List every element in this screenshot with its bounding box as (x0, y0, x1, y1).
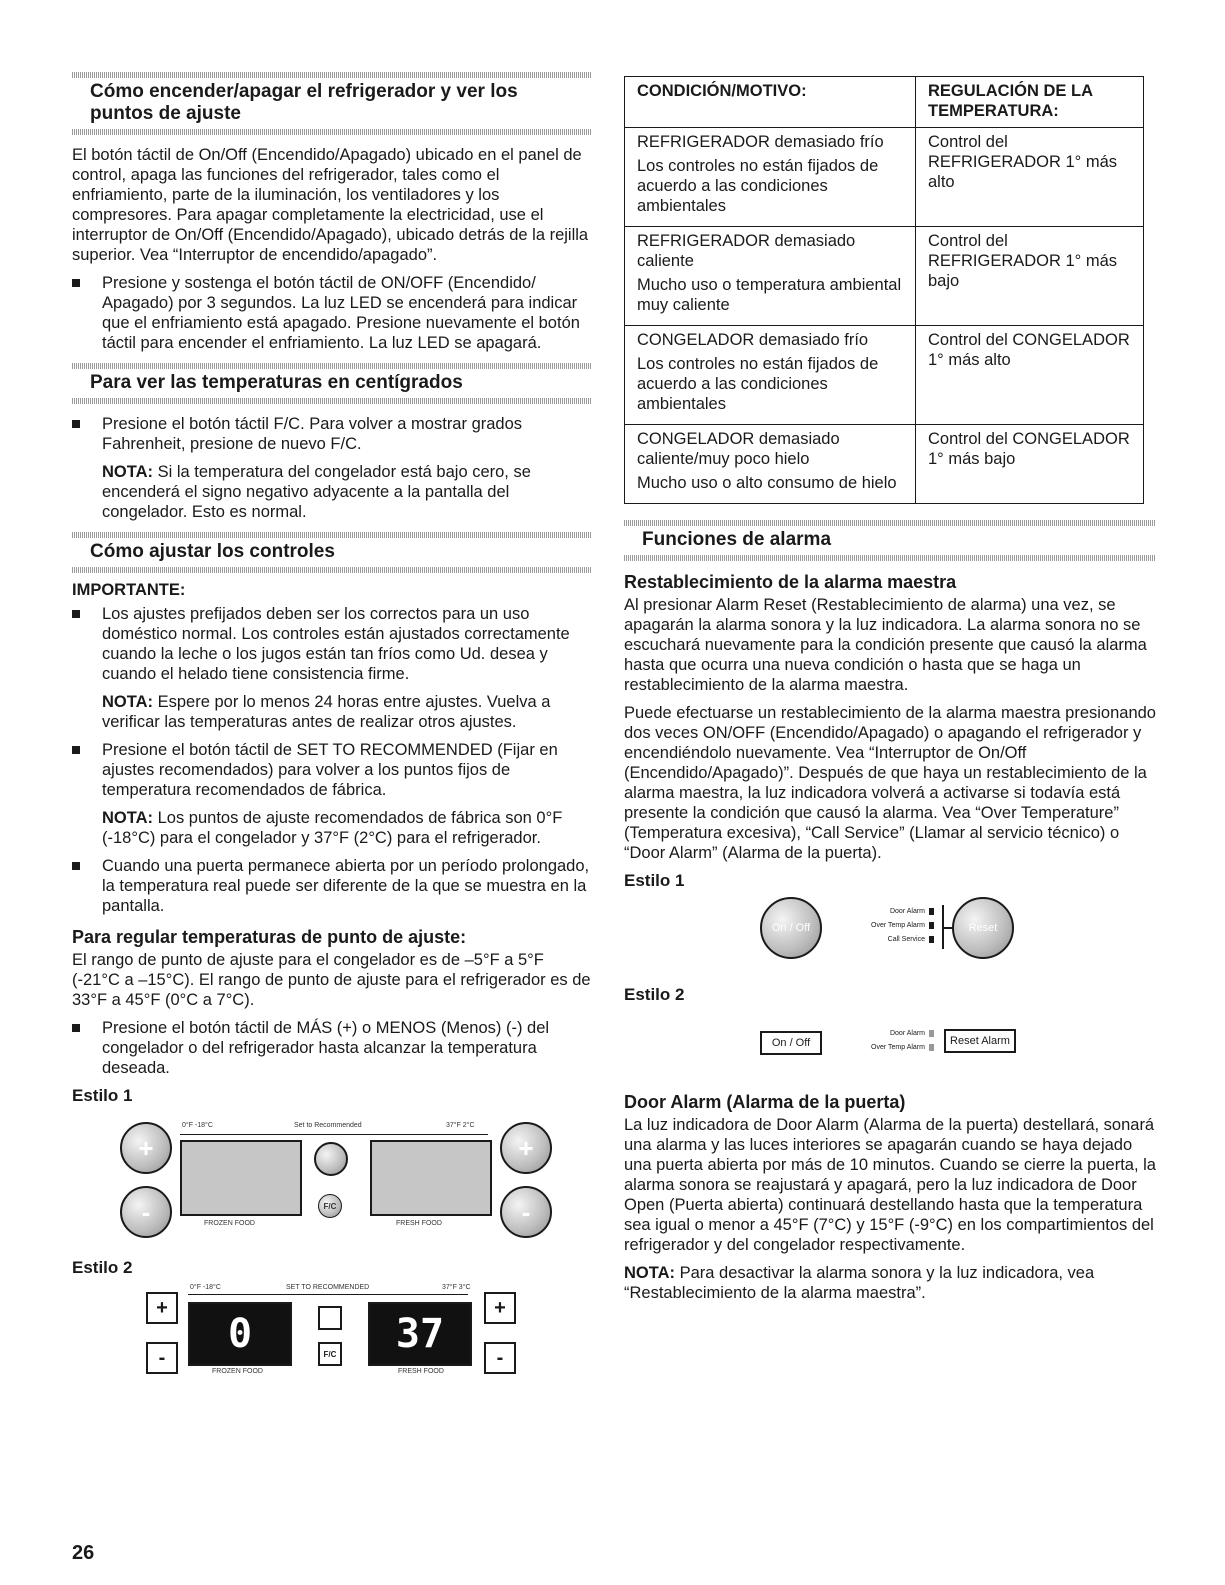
freezer-minus-button[interactable]: - (146, 1342, 178, 1374)
note-text: Espere por lo menos 24 horas entre ajustes. Vuelva a verificar las temperaturas antes de realizar otros ajustes. (102, 693, 551, 731)
door-alarm-label: Door Alarm (889, 1030, 925, 1037)
table-cell: Control del CONGELADOR 1° más bajo (916, 425, 1144, 504)
freezer-display (180, 1140, 302, 1216)
fridge-temp-label: 37°F 3°C (442, 1284, 471, 1291)
indicator-list (854, 905, 934, 947)
important-label: IMPORTANTE: (72, 581, 186, 599)
temperature-table (624, 76, 1144, 504)
section-alarm-functions (624, 520, 1156, 1303)
table-header-row (625, 77, 1144, 128)
panel-rule (188, 1294, 468, 1295)
right-column (624, 76, 1156, 1313)
over-temp-indicator (854, 919, 934, 933)
frozen-food-label: FROZEN FOOD (204, 1220, 255, 1227)
divider (72, 398, 592, 404)
section-title: Para ver las temperaturas en centígrados (90, 372, 463, 393)
led-icon (929, 908, 934, 915)
cell-text: Los controles no están fijados de acuerdo a las condiciones ambientales (637, 157, 879, 215)
fridge-plus-button[interactable]: + (500, 1122, 552, 1174)
set-recommended-label: Set to Recommended (294, 1122, 362, 1129)
bullet-item: Presione el botón táctil de MÁS (+) o MENOS (Menos) (-) del congelador o del refrigerador hasta alcanzar la temperatura deseada. (72, 1018, 592, 1078)
led-icon (929, 936, 934, 943)
note (72, 692, 592, 732)
fresh-food-label: FRESH FOOD (396, 1220, 442, 1227)
divider (624, 555, 1156, 561)
table-cell (625, 425, 916, 504)
reset-button[interactable]: Reset (952, 897, 1014, 959)
subheading: Door Alarm (Alarma de la puerta) (624, 1092, 906, 1112)
set-recommended-label: SET TO RECOMMENDED (286, 1284, 370, 1291)
note (72, 462, 592, 522)
table-header: CONDICIÓN/MOTIVO: (625, 77, 916, 128)
over-temp-indicator (844, 1041, 934, 1055)
section-title: Funciones de alarma (642, 529, 832, 550)
freezer-minus-button[interactable]: - (120, 1186, 172, 1238)
table-row (625, 128, 1144, 227)
table-cell (625, 128, 916, 227)
fresh-food-label: FRESH FOOD (398, 1368, 444, 1375)
reset-alarm-button[interactable]: Reset Alarm (944, 1029, 1016, 1053)
control-panel-style-1 (72, 1112, 592, 1252)
fc-button[interactable]: F/C (318, 1342, 342, 1366)
fridge-digital-display: 37 (368, 1302, 472, 1366)
set-recommended-button[interactable] (314, 1142, 348, 1176)
section-title: Cómo encender/apagar el refrigerador y ver los puntos de ajuste (90, 81, 518, 124)
bullet-item: Los ajustes prefijados deben ser los correctos para un uso doméstico normal. Los controles están ajustados correctamente cuando la leche o los jugos están tan fríos como Ud. desea y cuando el helado tiene consistencia firme. (72, 604, 592, 684)
door-alarm-indicator (844, 1027, 934, 1041)
cell-text: REFRIGERADOR demasiado frío (637, 133, 884, 151)
table-cell (625, 326, 916, 425)
paragraph: Puede efectuarse un restablecimiento de la alarma maestra presionando dos veces ON/OFF (Encendido/Apagado) o apagando el refrigerador y encendiéndolo nuevamente. Vea “Interruptor de On/Off (Encendido/Apagado)”. Después de que haya un restablecimiento de la alarma maestra, la luz indicadora volverá a activarse si todavía está presente la condición que causó la alarma. Vea “Over Temperature” (Temperatura excesiva), “Call Service” (Llamar al servicio técnico) o “Door Alarm” (Alarma de la puerta). (624, 704, 1156, 862)
led-icon (929, 922, 934, 929)
cell-text: Los controles no están fijados de acuerdo a las condiciones ambientales (637, 355, 879, 413)
fc-button[interactable]: F/C (318, 1194, 342, 1218)
on-off-button[interactable]: On / Off (760, 897, 822, 959)
cell-text: Mucho uso o alto consumo de hielo (637, 474, 897, 492)
paragraph: Al presionar Alarm Reset (Restablecimiento de alarma) una vez, se apagarán la alarma sonora y la luz indicadora. La alarma sonora no se escuchará nuevamente para la condición presente que causó la alarma hasta que ocurra una nueva condición o hasta que se haga un restablecimiento de la alarma maestra. (624, 596, 1147, 694)
divider (72, 567, 592, 573)
cell-text: Mucho uso o temperatura ambiental muy caliente (637, 276, 902, 314)
bullet-item: Presione el botón táctil de SET TO RECOMMENDED (Fijar en ajustes recomendados) para volver a los puntos fijos de temperatura recomendados de fábrica. (72, 740, 592, 800)
table-header: REGULACIÓN DE LA TEMPERATURA: (916, 77, 1144, 128)
control-panel-style-2 (72, 1284, 592, 1394)
freezer-plus-button[interactable]: + (120, 1122, 172, 1174)
table-row (625, 326, 1144, 425)
divider (72, 129, 592, 135)
note-label: NOTA: (102, 463, 154, 481)
note (624, 1263, 1156, 1303)
table-cell (625, 227, 916, 326)
note-label: NOTA: (624, 1264, 676, 1282)
on-off-button[interactable]: On / Off (760, 1031, 822, 1055)
left-column (72, 72, 592, 1404)
panel-rule (180, 1134, 488, 1135)
note-text: Para desactivar la alarma sonora y la luz indicadora, vea “Restablecimiento de la alarma maestra”. (624, 1264, 1095, 1302)
style-label: Estilo 2 (624, 985, 685, 1004)
section-adjust-controls (72, 532, 592, 1394)
over-temp-label: Over Temp Alarm (871, 922, 925, 929)
cell-text: CONGELADOR demasiado frío (637, 331, 869, 349)
fridge-minus-button[interactable]: - (484, 1342, 516, 1374)
section-on-off (72, 72, 592, 353)
style-label: Estilo 2 (72, 1258, 133, 1277)
set-recommended-button[interactable] (318, 1306, 342, 1330)
bullet-item: Presione el botón táctil F/C. Para volver a mostrar grados Fahrenheit, presione de nuevo F/C. (72, 414, 592, 454)
section-celsius (72, 363, 592, 522)
subheading: Restablecimiento de la alarma maestra (624, 572, 957, 592)
note-label: NOTA: (102, 693, 154, 711)
page-number: 26 (72, 1542, 95, 1564)
note-text: Los puntos de ajuste recomendados de fábrica son 0°F (-18°C) para el congelador y 37°F (2°C) para el refrigerador. (102, 809, 563, 847)
bullet-item: Presione y sostenga el botón táctil de ON/OFF (Encendido/ Apagado) por 3 segundos. La luz LED se encenderá para indicar que el enfriamiento está apagado. Presione nuevamente el botón táctil para encender el enfriamiento. La luz LED se apagará. (72, 273, 592, 353)
cell-text: CONGELADOR demasiado caliente/muy poco hielo (637, 430, 840, 468)
subheading: Para regular temperaturas de punto de ajuste: (72, 927, 467, 947)
call-service-label: Call Service (887, 936, 925, 943)
door-alarm-indicator (854, 905, 934, 919)
note (72, 808, 592, 848)
led-icon (929, 1030, 934, 1037)
style-label: Estilo 1 (72, 1086, 133, 1105)
fridge-minus-button[interactable]: - (500, 1186, 552, 1238)
paragraph: El rango de punto de ajuste para el congelador es de –5°F a 5°F (-21°C a –15°C). El rango de punto de ajuste para el refrigerador es de 33°F a 45°F (0°C a 7°C). (72, 951, 591, 1009)
note-text: Si la temperatura del congelador está bajo cero, se encenderá el signo negativo adyacente a la pantalla del congelador. Esto es normal. (102, 463, 531, 521)
freezer-temp-label: 0°F -18°C (182, 1122, 213, 1129)
table-cell: Control del CONGELADOR 1° más alto (916, 326, 1144, 425)
table-row (625, 227, 1144, 326)
table-row (625, 425, 1144, 504)
frozen-food-label: FROZEN FOOD (212, 1368, 263, 1375)
freezer-digital-display: 0 (188, 1302, 292, 1366)
paragraph: El botón táctil de On/Off (Encendido/Apagado) ubicado en el panel de control, apaga las funciones del refrigerador, tales como el enfriamiento, parte de la iluminación, los ventiladores y los compresores. Para apagar completamente la electricidad, use el interruptor de On/Off (Encendido/Apagado), ubicado detrás de la rejilla superior. Vea “Interruptor de encendido/apagado”. (72, 146, 589, 264)
over-temp-label: Over Temp Alarm (871, 1044, 925, 1051)
fridge-temp-label: 37°F 2°C (446, 1122, 475, 1129)
led-icon (929, 1044, 934, 1051)
door-alarm-label: Door Alarm (889, 908, 925, 915)
section-title: Cómo ajustar los controles (90, 541, 335, 562)
freezer-temp-label: 0°F -18°C (190, 1284, 221, 1291)
note-label: NOTA: (102, 809, 154, 827)
table-cell: Control del REFRIGERADOR 1° más alto (916, 128, 1144, 227)
table-cell: Control del REFRIGERADOR 1° más bajo (916, 227, 1144, 326)
cell-text: REFRIGERADOR demasiado caliente (637, 232, 856, 270)
freezer-plus-button[interactable]: + (146, 1292, 178, 1324)
fridge-plus-button[interactable]: + (484, 1292, 516, 1324)
call-service-indicator (854, 933, 934, 947)
alarm-panel-style-1 (624, 897, 1156, 979)
alarm-panel-style-2 (624, 1011, 1156, 1073)
bullet-item: Cuando una puerta permanece abierta por un período prolongado, la temperatura real puede ser diferente de la que se muestra en la pantalla. (72, 856, 592, 916)
fridge-display (370, 1140, 492, 1216)
paragraph: La luz indicadora de Door Alarm (Alarma de la puerta) destellará, sonará una alarma y las luces interiores se apagarán cuando se haya dejado una puerta abierta por más de 10 minutos. Cuando se cierre la puerta, la alarma sonora se reajustará y apagará, pero la luz indicadora de Door Open (Puerta abierta) continuará destellando hasta que la temperatura sea igual o menor a 45°F (7°C) y 15°F (-9°C) en los compartimientos del refrigerador y del congelador respectivamente. (624, 1116, 1156, 1254)
style-label: Estilo 1 (624, 871, 685, 890)
indicator-list (844, 1027, 934, 1055)
